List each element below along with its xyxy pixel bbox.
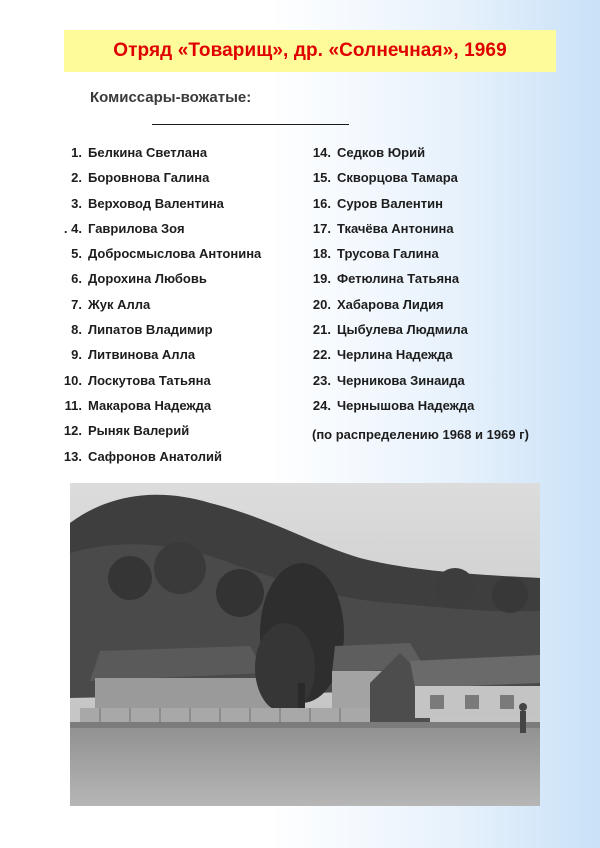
item-name: Липатов Владимир <box>88 322 213 338</box>
item-number: 9. <box>71 347 82 363</box>
item-number: 16. <box>312 195 331 211</box>
item-number: 18. <box>312 246 331 262</box>
item-number: 24. <box>312 397 331 413</box>
list-item <box>310 296 474 321</box>
list-item <box>310 245 474 270</box>
item-number: 17. <box>312 220 331 236</box>
list-item <box>50 346 261 371</box>
list-item <box>50 321 261 346</box>
item-number: 5. <box>71 246 82 262</box>
item-name: Добросмыслова Антонина <box>88 246 262 262</box>
list-item <box>310 270 474 295</box>
list-item <box>50 195 261 220</box>
item-name: Рыняк Валерий <box>88 423 190 439</box>
item-name: Жук Алла <box>88 296 151 312</box>
heading-underline <box>152 124 349 125</box>
item-name: Ткачёва Антонина <box>337 220 454 236</box>
item-name: Дорохина Любовь <box>88 271 207 287</box>
item-number: 15. <box>312 170 331 186</box>
item-name: Верховод Валентина <box>88 195 224 211</box>
list-item <box>50 245 261 270</box>
page-title: Отряд «Товарищ», др. «Солнечная», 1969 <box>113 40 507 61</box>
camp-photo <box>70 483 540 806</box>
item-number: 6. <box>71 271 82 287</box>
item-number: 3. <box>71 195 82 211</box>
item-name: Белкина Светлана <box>88 145 208 160</box>
item-name: Лоскутова Татьяна <box>88 372 211 388</box>
item-name: Седков Юрий <box>337 145 426 160</box>
item-number: 11. <box>64 397 82 413</box>
item-number: 22. <box>312 347 331 363</box>
item-name: Литвинова Алла <box>88 347 196 363</box>
list-item <box>50 220 261 245</box>
item-name: Черлина Надежда <box>337 347 453 363</box>
list-item <box>50 448 261 473</box>
camp-photo-drawing <box>70 483 540 806</box>
item-number: 12. <box>63 423 82 439</box>
section-heading: Комиссары-вожатые: <box>90 89 252 106</box>
item-number: 20. <box>312 296 331 312</box>
title-banner <box>64 30 556 72</box>
item-name: Макарова Надежда <box>88 397 212 413</box>
item-name: Скворцова Тамара <box>337 170 458 186</box>
list-item <box>310 372 474 397</box>
item-number: 21. <box>312 322 331 338</box>
item-name: Цыбулева Людмила <box>337 322 468 338</box>
list-item <box>50 270 261 295</box>
list-item <box>50 296 261 321</box>
item-number: 10. <box>63 372 82 388</box>
names-list-right <box>310 144 474 422</box>
item-name: Боровнова Галина <box>88 170 210 186</box>
item-number: 7. <box>71 296 82 312</box>
item-number: 23. <box>312 372 331 388</box>
item-number: 2. <box>71 170 82 186</box>
distribution-note: (по распределению 1968 и 1969 г) <box>312 427 529 442</box>
names-list-left <box>50 144 261 473</box>
item-number: 8. <box>71 322 82 338</box>
item-number: . 4. <box>63 220 82 236</box>
list-item <box>310 144 474 169</box>
item-number: 14. <box>312 145 331 160</box>
list-item <box>310 397 474 422</box>
item-number: 1. <box>71 145 82 160</box>
item-name: Фетюлина Татьяна <box>337 271 460 287</box>
list-item <box>310 220 474 245</box>
list-item <box>50 397 261 422</box>
list-item <box>50 372 261 397</box>
item-number: 19. <box>312 271 331 287</box>
item-name: Трусова Галина <box>337 246 439 262</box>
item-name: Суров Валентин <box>337 195 443 211</box>
list-item <box>310 346 474 371</box>
item-name: Хабарова Лидия <box>337 296 444 312</box>
list-item <box>50 169 261 194</box>
list-item <box>310 169 474 194</box>
list-item <box>50 144 261 169</box>
item-name: Сафронов Анатолий <box>88 448 222 464</box>
item-name: Чернышова Надежда <box>337 397 475 413</box>
list-item <box>50 422 261 447</box>
item-name: Черникова Зинаида <box>337 372 465 388</box>
list-item <box>310 321 474 346</box>
item-number: 13. <box>63 448 82 464</box>
list-item <box>310 195 474 220</box>
item-name: Гаврилова Зоя <box>88 220 185 236</box>
